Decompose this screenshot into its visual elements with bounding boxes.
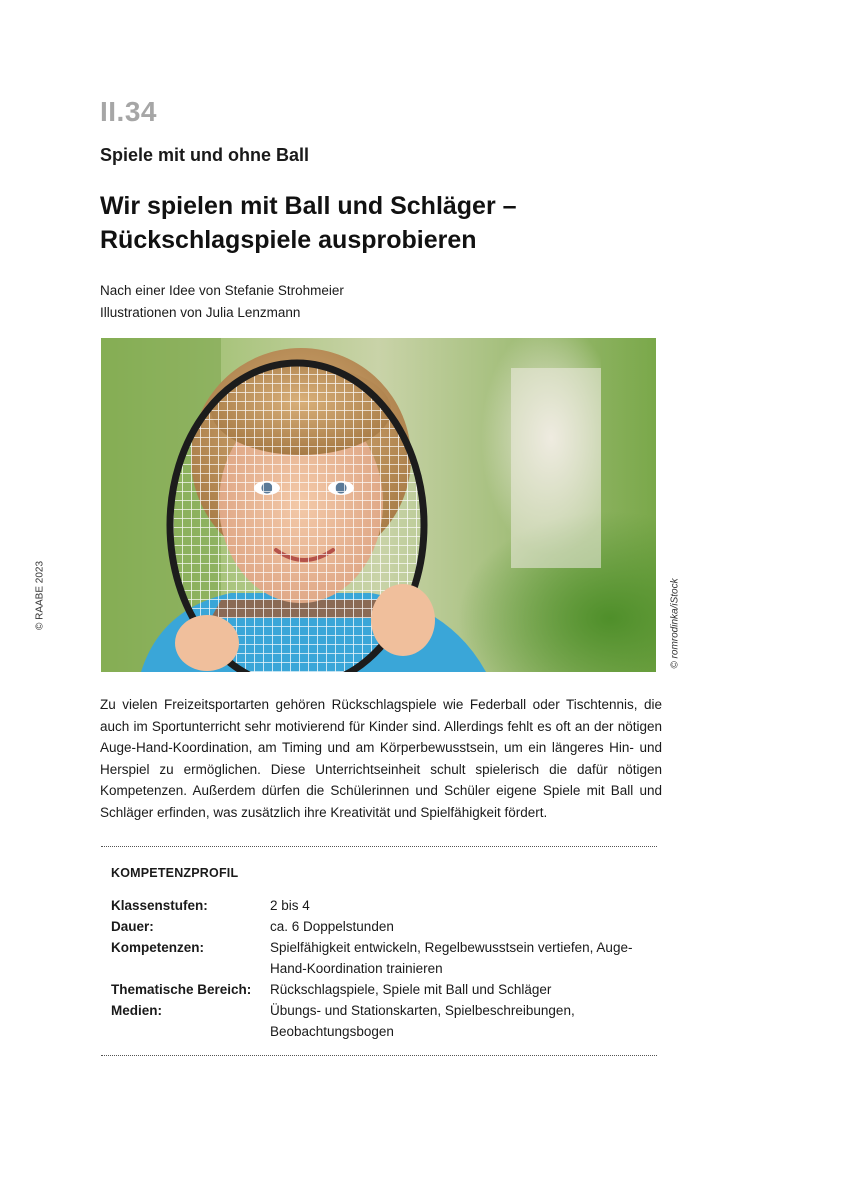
child-with-racket-illustration (101, 338, 656, 672)
profile-value: 2 bis 4 (270, 898, 310, 913)
profile-key: Klassenstufen: (111, 898, 208, 913)
credits (100, 280, 344, 324)
profile-key: Dauer: (111, 919, 154, 934)
profile-row (111, 895, 656, 916)
top-divider (101, 846, 657, 847)
photo-credit-text: © romrodinka/iStock (669, 578, 681, 669)
profile-row (111, 979, 656, 1000)
photo-credit (668, 576, 682, 676)
profile-row (111, 916, 656, 937)
page-title (100, 189, 720, 257)
profile-heading: KOMPETENZPROFIL (111, 866, 239, 880)
series-title: Spiele mit und ohne Ball (100, 145, 310, 165)
idea-credit: Nach einer Idee von Stefanie Strohmeier (100, 283, 344, 298)
profile-value: ca. 6 Doppelstunden (270, 919, 394, 934)
intro-paragraph: Zu vielen Freizeitsportarten gehören Rückschlagspiele wie Federball oder Tischtennis, die auch im Sportunterricht sehr motivierend für Kinder sind. Allerdings fehlt es oft an der nötigen Auge-Hand-Koordination, am Timing und am Körperbewusstsein, um ein längeres Hin- und Herspiel zu ermöglichen. Diese Unterrichtseinheit schult spielerisch die dafür nötigen Kompetenzen. Außerdem dürfen die Schülerinnen und Schüler eigene Spiele mit Ball und Schläger erfinden, was zusätzlich ihre Kreativität und Spielfähigkeit fördert. (100, 697, 662, 820)
profile-key: Kompetenzen: (111, 940, 205, 955)
profile-value: Spielfähigkeit entwickeln, Regelbewusstsein vertiefen, Auge-Hand-Koordination trainieren (270, 940, 633, 976)
illustration-credit: Illustrationen von Julia Lenzmann (100, 305, 301, 320)
cover-photo (101, 338, 656, 672)
profile-row (111, 1000, 656, 1042)
profile-key: Medien: (111, 1003, 163, 1018)
title-line-2: Rückschlagspiele ausprobieren (100, 226, 477, 254)
profile-value: Übungs- und Stationskarten, Spielbeschreibungen, Beobachtungsbogen (270, 1003, 575, 1039)
profile-key: Thematische Bereich: (111, 982, 252, 997)
profile-row (111, 937, 656, 979)
copyright-text: © RAABE 2023 (34, 560, 46, 631)
copyright (28, 560, 52, 640)
title-line-1: Wir spielen mit Ball und Schläger – (100, 192, 517, 220)
bottom-divider (101, 1055, 657, 1056)
chapter-number: II.34 (100, 96, 157, 127)
competence-profile (111, 895, 656, 1042)
profile-value: Rückschlagspiele, Spiele mit Ball und Schläger (270, 982, 552, 997)
